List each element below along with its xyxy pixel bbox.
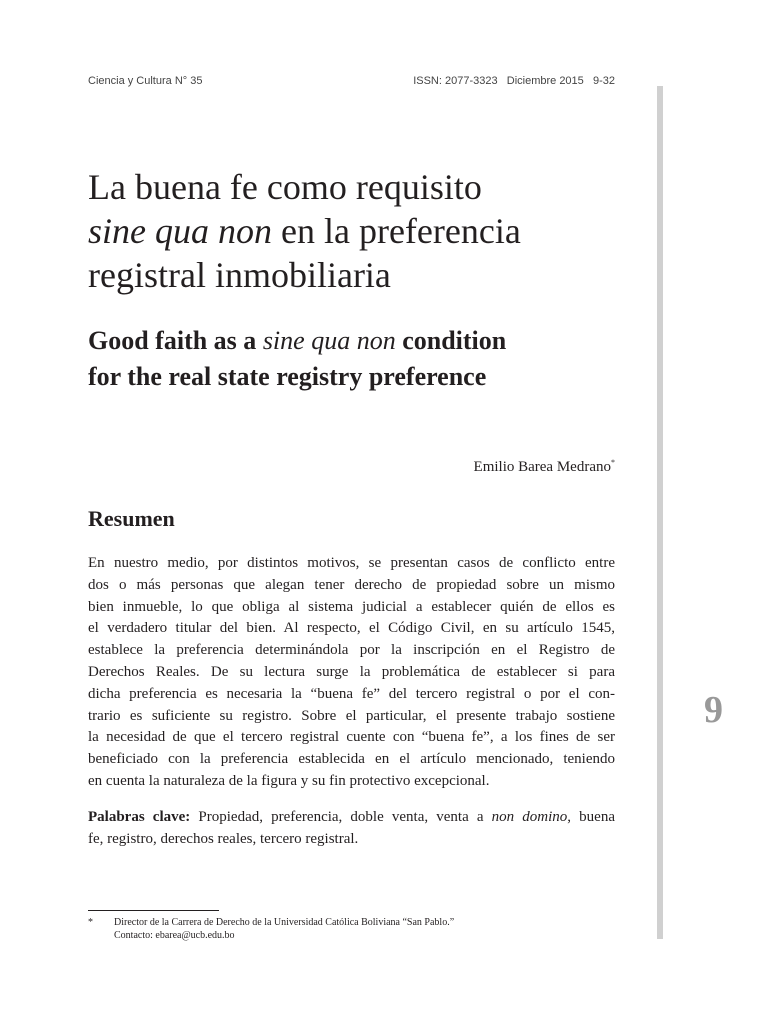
issue-info	[413, 75, 615, 87]
author-footnote-mark: *	[611, 458, 615, 467]
title-line-1: La buena fe como requisito	[88, 167, 482, 207]
english-title	[88, 323, 648, 395]
abstract-line: establece la preferencia determinándola por la inscripción en el Registro de	[88, 642, 615, 659]
keywords-line-2: fe, registro, derechos reales, tercero registral.	[88, 831, 359, 847]
abstract-line: Derechos Reales. De su lectura surge la problemática de establecer si para	[88, 663, 615, 680]
issn: ISSN: 2077-3323	[413, 75, 498, 87]
footnote-mark: *	[88, 917, 93, 928]
abstract-line: dos o más personas que alegan tener derecho de propiedad sobre un mismo	[88, 576, 615, 593]
footnote-contact: Contacto: ebarea@ucb.edu.bo	[114, 930, 235, 941]
footnote-divider	[88, 910, 219, 911]
abstract-line: En nuestro medio, por distintos motivos, se presentan casos de conflicto entre	[88, 555, 615, 571]
abstract-line: bien inmueble, lo que obliga al sistema judicial a establecer quién de ellos es	[88, 598, 615, 615]
page-range: 9-32	[592, 75, 615, 87]
keywords-italic: non domino	[491, 809, 568, 825]
title-latin-phrase: sine qua non	[88, 211, 272, 251]
keywords-paragraph	[88, 806, 615, 850]
abstract-line: la necesidad de que el tercero registral cuente con “buena fe”, a los fines de ser	[88, 729, 615, 746]
abstract-line: en cuenta la naturaleza de la figura y su fin protectivo excepcional.	[88, 772, 490, 789]
footnote-affiliation: Director de la Carrera de Derecho de la Universidad Católica Boliviana “San Pablo.”	[114, 917, 455, 928]
abstract-line: trario es suficiente su registro. Sobre el particular, el presente trabajo sostiene	[88, 707, 615, 724]
subtitle-end: condition	[395, 326, 507, 355]
page-number: 9	[704, 689, 723, 731]
article-title	[88, 165, 648, 297]
section-heading: Resumen	[88, 506, 175, 531]
title-line-2: en la preferencia	[272, 211, 521, 251]
subtitle-start: Good faith as a	[88, 326, 263, 355]
subtitle-line-2: for the real state registry preference	[88, 362, 487, 391]
abstract-line: el verdadero titular del bien. Al respecto, el Código Civil, en su artículo 1545,	[88, 620, 615, 637]
author-name: Emilio Barea Medrano	[473, 459, 611, 475]
keywords-part-1: Propiedad, preferencia, doble venta, venta a	[190, 809, 492, 825]
abstract-line: dicha preferencia es necesaria la “buena fe” del tercero registral o por el con-	[88, 685, 615, 702]
abstract-line: beneficiado con la preferencia establecida en el artículo mencionado, teniendo	[88, 751, 615, 768]
journal-name: Ciencia y Cultura N° 35	[88, 75, 203, 87]
issue-date: Diciembre 2015	[506, 75, 584, 87]
keywords-part-2: , buena	[567, 809, 615, 825]
title-line-3: registral inmobiliaria	[88, 255, 391, 295]
abstract-paragraph	[88, 553, 615, 793]
author-byline	[474, 458, 615, 476]
margin-rule	[657, 86, 663, 939]
subtitle-latin-phrase: sine qua non	[262, 326, 396, 355]
keywords-label: Palabras clave:	[88, 809, 191, 825]
